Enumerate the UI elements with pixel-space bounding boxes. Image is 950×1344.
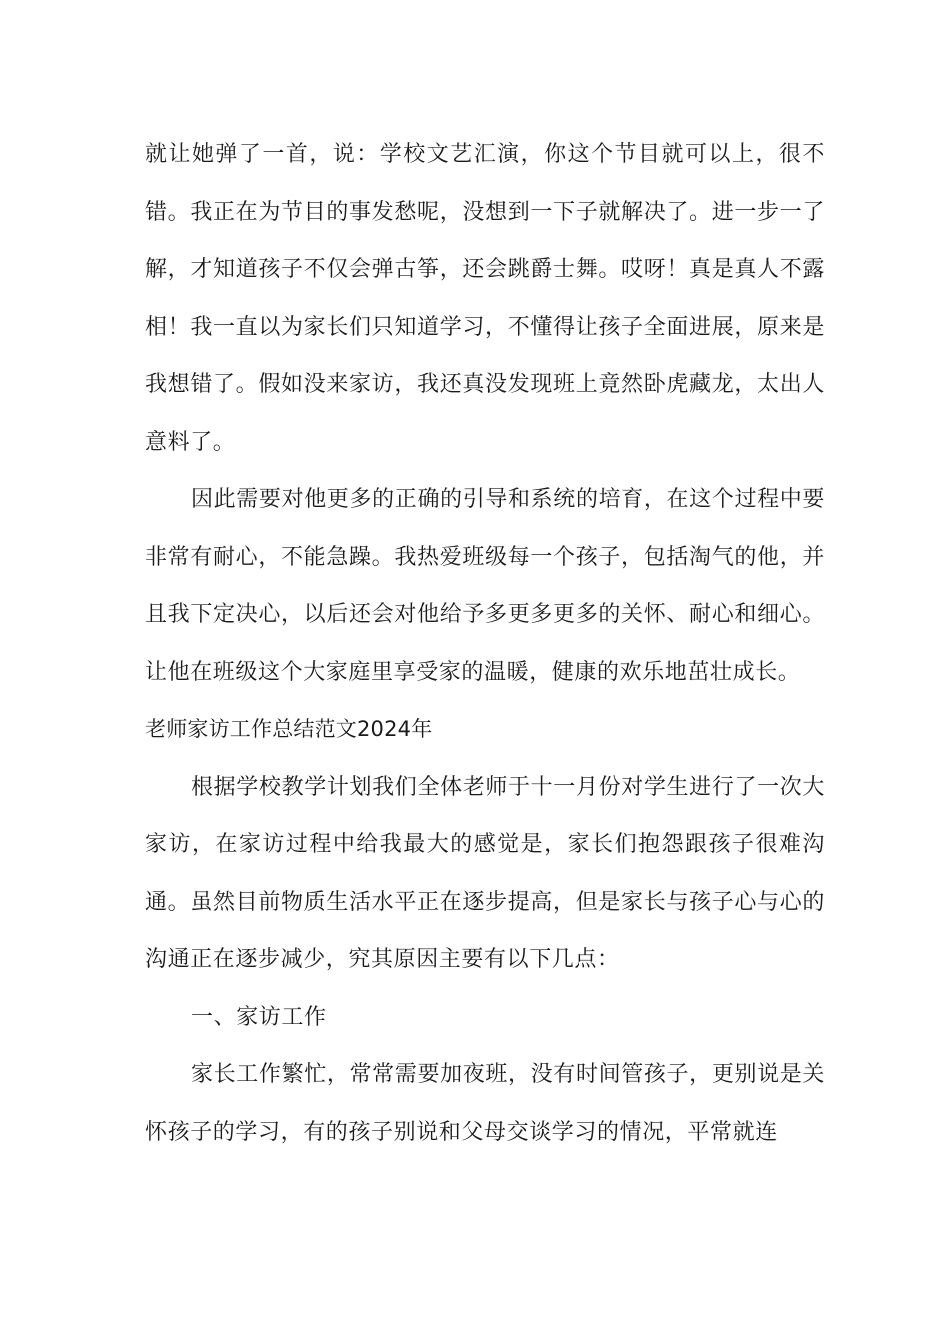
document-title: 老师家访工作总结范文2024年 [145, 717, 433, 741]
paragraph-intro: 根据学校教学计划我们全体老师于十一月份对学生进行了一次大家访，在家访过程中给我最大的感觉是，家长们抱怨跟孩子很难沟通。虽然目前物质生活水平正在逐步提高，但是家长与孩子心与心的沟通正在逐步减少，究其原因主要有以下几点： [145, 774, 825, 972]
paragraph-guidance: 因此需要对他更多的正确的引导和系统的培育，在这个过程中要非常有耐心，不能急躁。我热爱班级每一个孩子，包括淘气的他，并且我下定决心，以后还会对他给予多更多更多的关怀、耐心和细心。让他在班级这个大家庭里享受家的温暖，健康的欢乐地茁壮成长。 [145, 487, 825, 685]
document-body [145, 126, 825, 1161]
paragraph-continuation: 就让她弹了一首，说：学校文艺汇演，你这个节目就可以上，很不错。我正在为节目的事发愁呢，没想到一下子就解决了。进一步一了解，才知道孩子不仅会弹古筝，还会跳爵士舞。哎呀！真是真人不露相！我一直以为家长们只知道学习，不懂得让孩子全面进展，原来是我想错了。假如没来家访，我还真没发现班上竟然卧虎藏龙，太出人意料了。 [145, 142, 825, 455]
section-heading: 一、家访工作 [191, 1004, 327, 1030]
paragraph-parents-busy: 家长工作繁忙，常常需要加夜班，没有时间管孩子，更别说是关怀孩子的学习，有的孩子别说和父母交谈学习的情况，平常就连 [145, 1062, 825, 1145]
